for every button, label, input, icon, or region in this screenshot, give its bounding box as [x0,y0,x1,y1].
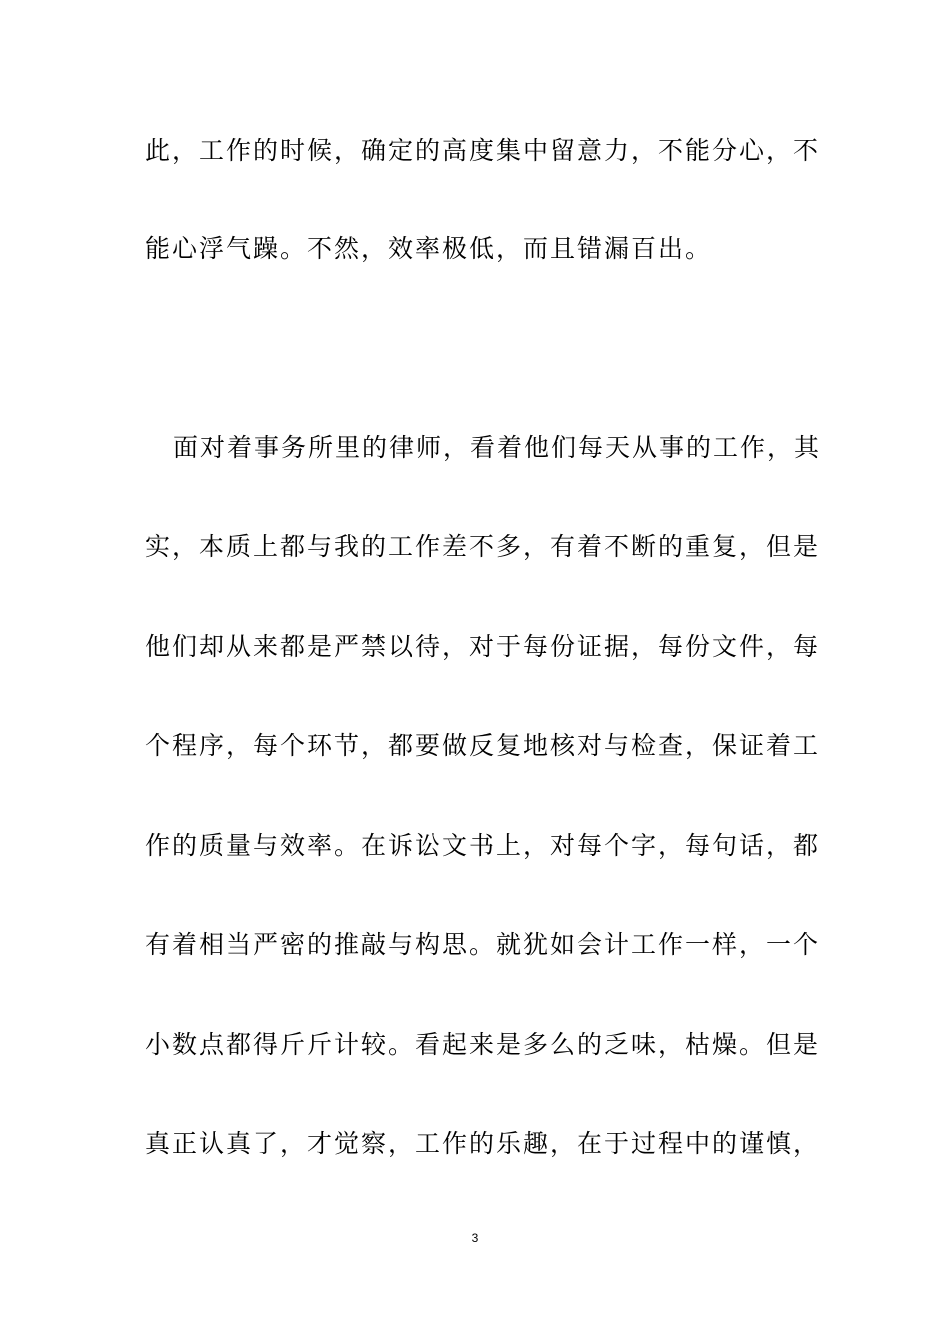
paragraph-2-line-7: 小数点都得斤斤计较。看起来是多么的乏味，枯燥。但是 [145,1030,821,1059]
paragraph-2-line-5: 作的质量与效率。在诉讼文书上，对每个字，每句话，都 [145,831,821,860]
paragraph-2-line-8: 真正认真了，才觉察，工作的乐趣，在于过程中的谨慎， [145,1129,821,1158]
page-number: 3 [471,1231,479,1245]
paragraph-2-line-4: 个程序，每个环节，都要做反复地核对与检查，保证着工 [145,731,821,760]
paragraph-2-line-3: 他们却从来都是严禁以待，对于每份证据，每份文件，每 [145,632,821,661]
paragraph-2-line-1: 面对着事务所里的律师，看着他们每天从事的工作，其 [173,433,822,462]
paragraph-1-line-2: 能心浮气躁。不然，效率极低，而且错漏百出。 [145,234,713,263]
paragraph-1-line-1: 此，工作的时候，确定的高度集中留意力，不能分心，不 [145,136,821,165]
paragraph-2-line-2: 实，本质上都与我的工作差不多，有着不断的重复，但是 [145,532,821,561]
paragraph-2-line-6: 有着相当严密的推敲与构思。就犹如会计工作一样，一个 [145,930,821,959]
